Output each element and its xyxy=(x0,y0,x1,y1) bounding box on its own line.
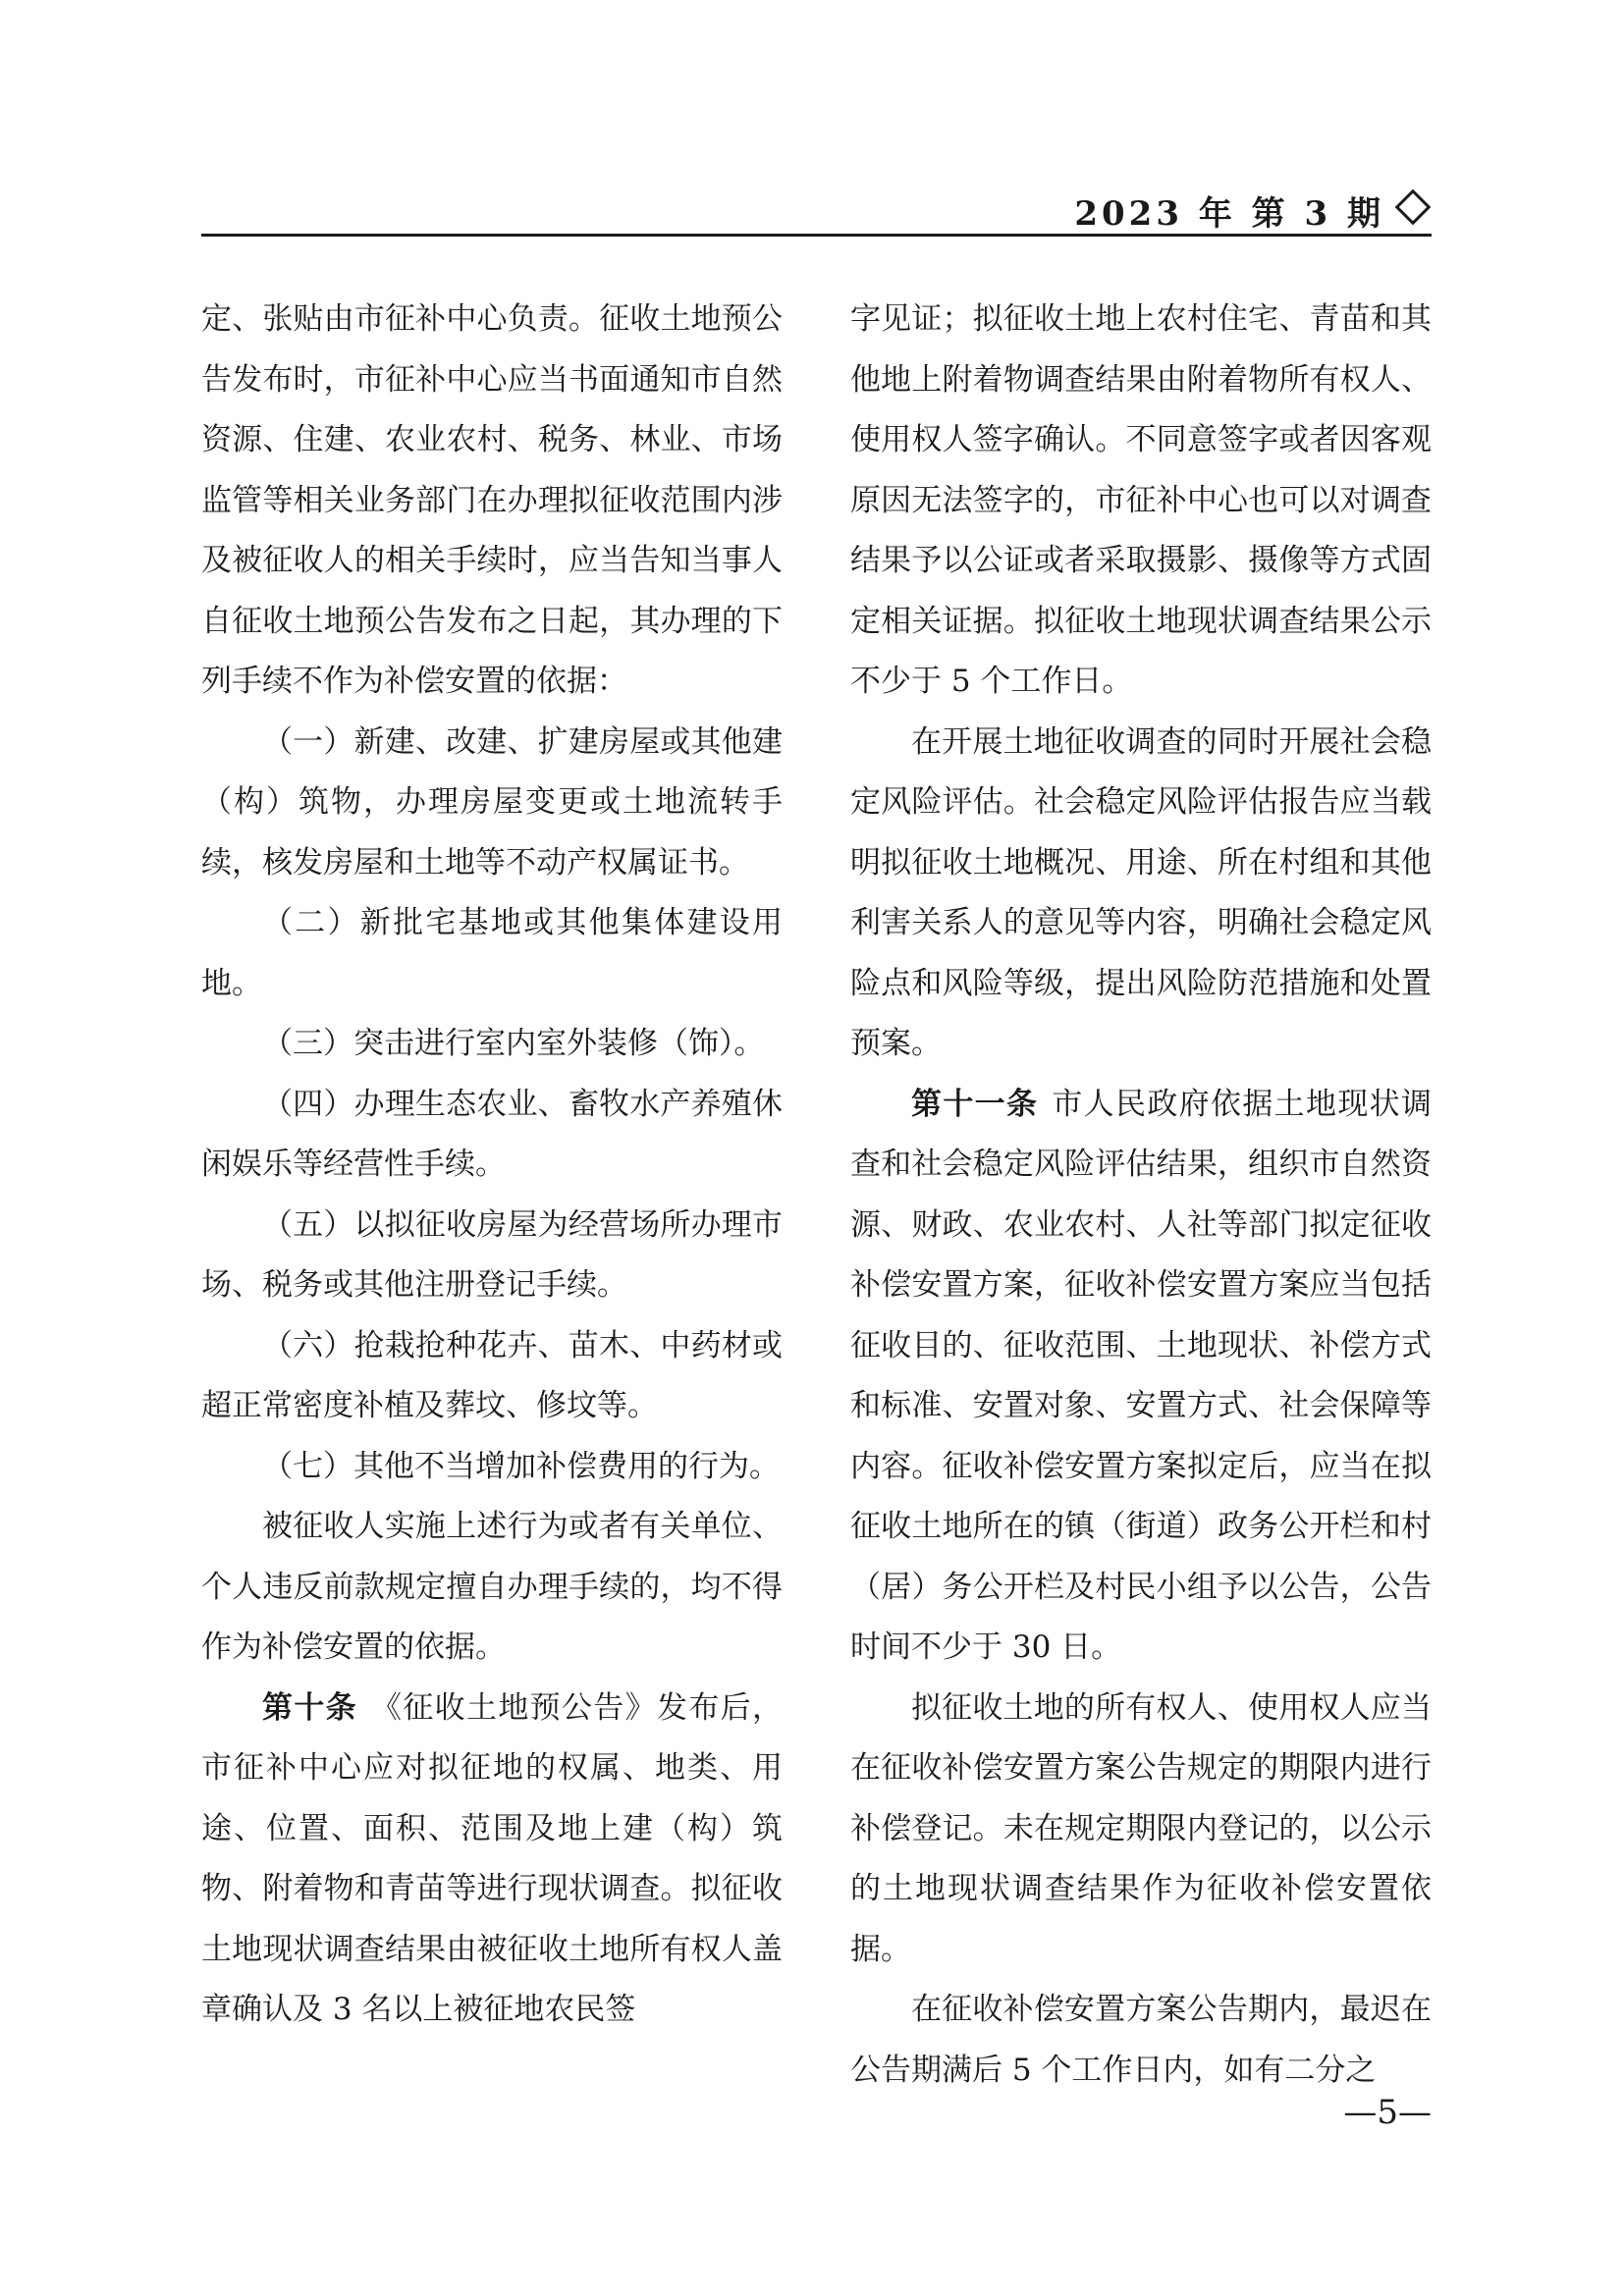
paragraph-text: （五）以拟征收房屋为经营场所办理市场、税务或其他注册登记手续。 xyxy=(201,1206,783,1303)
paragraph-text: 市人民政府依据土地现状调查和社会稳定风险评估结果，组织市自然资源、财政、农业农村、人社等部门拟定征收补偿安置方案，征收补偿安置方案应当包括征收目的、征收范围、土地现状、补偿方式和标准、安置对象、安置方式、社会保障等内容。征收补偿安置方案拟定后，应当在拟征收土地所在的镇（街道）政务公开栏和村（居）务公开栏及村民小组予以公告，公告时间不少于 30 日。 xyxy=(850,1086,1433,1665)
paragraph-text: （二）新批宅基地或其他集体建设用地。 xyxy=(201,905,783,1001)
paragraph-text: （一）新建、改建、扩建房屋或其他建（构）筑物，办理房屋变更或土地流转手续，核发房屋和土地等不动产权属证书。 xyxy=(201,723,783,881)
right-column xyxy=(850,290,1432,2101)
paragraph-text: （六）抢栽抢种花卉、苗木、中药材或超正常密度补植及葬坟、修坟等。 xyxy=(201,1327,783,1423)
paragraph-text: （四）办理生态农业、畜牧水产养殖休闲娱乐等经营性手续。 xyxy=(201,1086,783,1182)
paragraph xyxy=(201,893,783,1014)
page-number: —5— xyxy=(1343,2093,1432,2132)
paragraph xyxy=(850,290,1432,713)
paragraph-text: 在征收补偿安置方案公告期内，最迟在公告期满后 5 个工作日内，如有二分之 xyxy=(850,1992,1432,2088)
paragraph-text: 《征收土地预公告》发布后，市征补中心应对拟征地的权属、地类、用途、位置、面积、范围及地上建（构）筑物、附着物和青苗等进行现状调查。拟征收土地现状调查结果由被征收土地所有权人盖章确认及 3 名以上被征地农民签 xyxy=(201,1689,783,2027)
paragraph-text: （七）其他不当增加补偿费用的行为。 xyxy=(262,1448,780,1484)
paragraph xyxy=(201,1497,783,1679)
paragraph xyxy=(201,1316,783,1437)
paragraph xyxy=(201,1679,783,2041)
issue-label: 2023 年 第 3 期 xyxy=(1074,194,1384,234)
left-column xyxy=(201,290,783,2041)
paragraph xyxy=(201,1196,783,1316)
paragraph xyxy=(201,290,783,713)
paragraph-text: 被征收人实施上述行为或者有关单位、个人违反前款规定擅自办理手续的，均不得作为补偿安置的依据。 xyxy=(201,1509,783,1665)
paragraph xyxy=(201,1437,783,1498)
paragraph-text: 定、张贴由市征补中心负责。征收土地预公告发布时，市征补中心应当书面通知市自然资源、住建、农业农村、税务、林业、市场监管等相关业务部门在办理拟征收范围内涉及被征收人的相关手续时，应当告知当事人自征收土地预公告发布之日起，其办理的下列手续不作为补偿安置的依据： xyxy=(201,301,783,699)
paragraph-text: （三）突击进行室内室外装修（饰）。 xyxy=(262,1026,765,1061)
paragraph xyxy=(850,713,1432,1075)
paragraph xyxy=(850,1980,1432,2101)
article-number: 第十一条 xyxy=(911,1086,1039,1122)
paragraph-text: 在开展土地征收调查的同时开展社会稳定风险评估。社会稳定风险评估报告应当载明拟征收土地概况、用途、所在村组和其他利害关系人的意见等内容，明确社会稳定风险点和风险等级，提出风险防范措施和处置预案。 xyxy=(850,723,1432,1061)
paragraph xyxy=(201,713,783,894)
page-header xyxy=(201,175,1432,234)
paragraph-text: 拟征收土地的所有权人、使用权人应当在征收补偿安置方案公告规定的期限内进行补偿登记。未在规定期限内登记的，以公示的土地现状调查结果作为征收补偿安置依据。 xyxy=(850,1689,1432,1967)
paragraph xyxy=(850,1075,1432,1679)
diamond-icon xyxy=(1395,189,1432,226)
paragraph xyxy=(850,1679,1432,1981)
header-rule xyxy=(201,234,1432,237)
paragraph xyxy=(201,1014,783,1075)
paragraph xyxy=(201,1075,783,1196)
paragraph-text: 字见证；拟征收土地上农村住宅、青苗和其他地上附着物调查结果由附着物所有权人、使用权人签字确认。不同意签字或者因客观原因无法签字的，市征补中心也可以对调查结果予以公证或者采取摄影、摄像等方式固定相关证据。拟征收土地现状调查结果公示不少于 5 个工作日。 xyxy=(850,301,1432,699)
article-number: 第十条 xyxy=(262,1689,357,1726)
